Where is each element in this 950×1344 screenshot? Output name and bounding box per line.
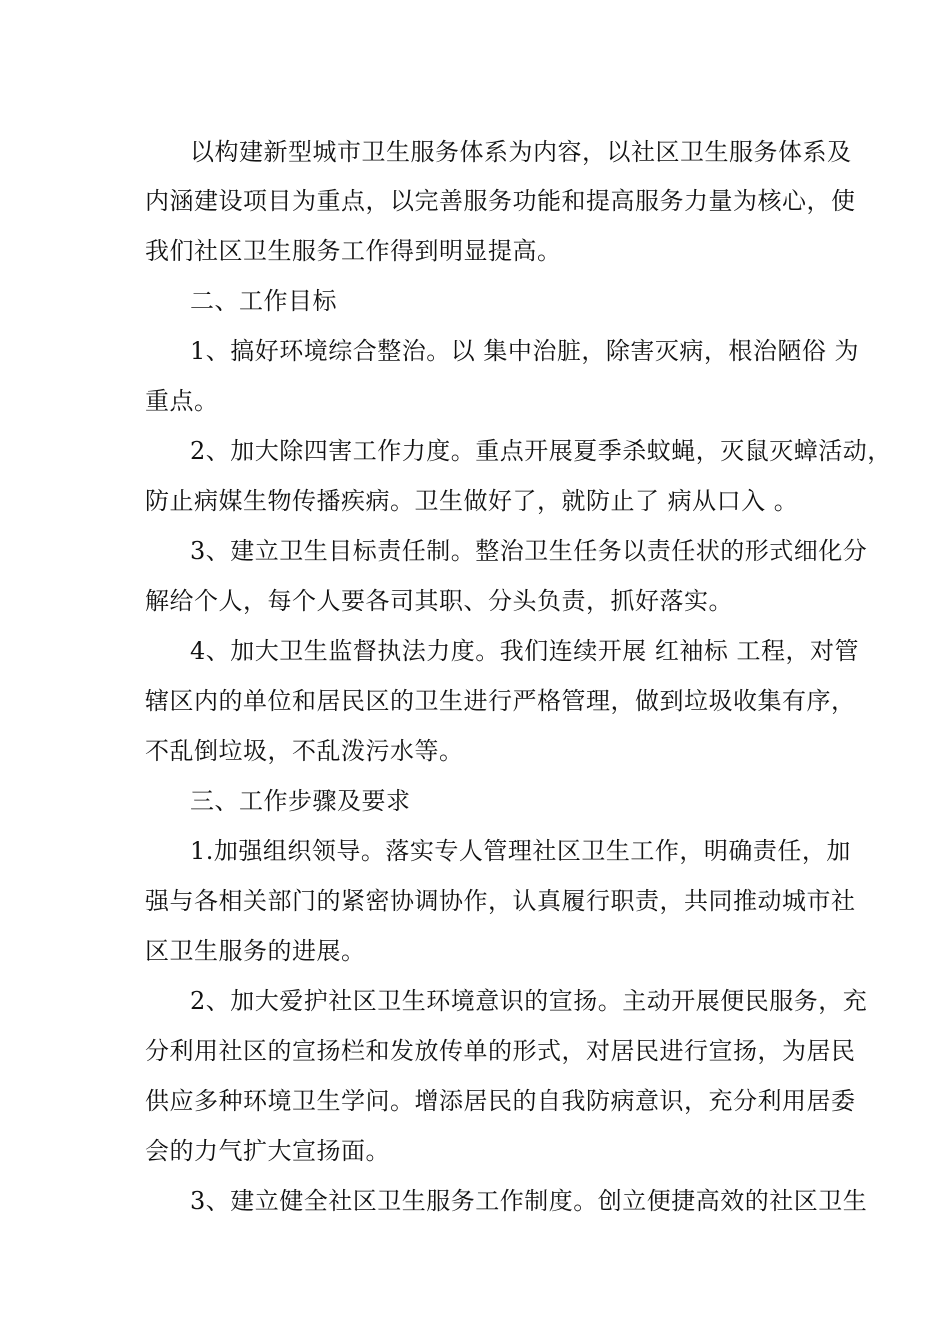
text-line: 我们社区卫生服务工作得到明显提高。 [145, 237, 562, 265]
text-line: 解给个人，每个人要各司其职、分头负责，抓好落实。 [145, 587, 733, 615]
text-line: 会的力气扩大宣扬面。 [145, 1137, 390, 1165]
text-line: 2、加大爱护社区卫生环境意识的宣扬。主动开展便民服务，充 [190, 987, 868, 1015]
text-line: 供应多种环境卫生学问。增添居民的自我防病意识，充分利用居委 [145, 1087, 856, 1115]
text-line: 内涵建设项目为重点，以完善服务功能和提高服务力量为核心，使 [145, 187, 856, 215]
text-line: 辖区内的单位和居民区的卫生进行严格管理，做到垃圾收集有序， [145, 687, 856, 715]
text-line: 区卫生服务的进展。 [145, 937, 366, 965]
text-line: 分利用社区的宣扬栏和发放传单的形式，对居民进行宣扬，为居民 [145, 1037, 856, 1065]
section-heading: 二、工作目标 [190, 287, 337, 315]
text-line: 以构建新型城市卫生服务体系为内容，以社区卫生服务体系及 [190, 138, 852, 166]
text-line: 1、搞好环境综合整治。以 集中治脏，除害灭病，根治陋俗 为 [190, 337, 860, 365]
section-heading: 三、工作步骤及要求 [190, 787, 411, 815]
text-line: 3、建立健全社区卫生服务工作制度。创立便捷高效的社区卫生 [190, 1187, 868, 1215]
text-line: 不乱倒垃圾，不乱泼污水等。 [145, 737, 464, 765]
text-line: 1.加强组织领导。落实专人管理社区卫生工作，明确责任，加 [190, 837, 851, 865]
text-line: 防止病媒生物传播疾病。卫生做好了，就防止了 病从口入 。 [145, 487, 799, 515]
text-line: 强与各相关部门的紧密协调协作，认真履行职责，共同推动城市社 [145, 887, 856, 915]
text-line: 2、加大除四害工作力度。重点开展夏季杀蚊蝇，灭鼠灭蟑活动， [190, 437, 892, 465]
text-line: 3、建立卫生目标责任制。整治卫生任务以责任状的形式细化分 [190, 537, 868, 565]
text-line: 重点。 [145, 387, 219, 415]
text-line: 4、加大卫生监督执法力度。我们连续开展 红袖标 工程，对管 [190, 637, 860, 665]
